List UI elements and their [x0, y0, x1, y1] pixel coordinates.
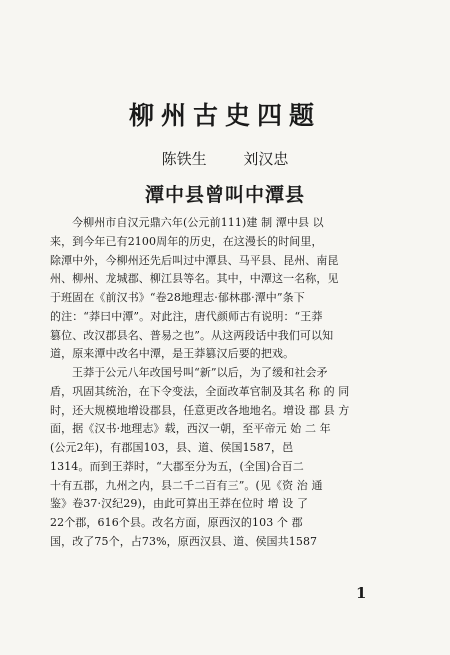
text-line: 道，原来潭中改名中潭，是王莽篡汉后要的把戏。	[50, 347, 295, 361]
text-line: 22个郡，616个县。改名方面，原西汉的103 个 郡	[50, 516, 303, 529]
text-line: 今柳州市自汉元鼎六年(公元前111)建 制 潭中县 以	[72, 216, 324, 229]
text-line: 除潭中外，今柳州还先后叫过中潭县、马平县、昆州、南昆	[50, 253, 339, 267]
author-name: 陈铁生	[161, 150, 207, 168]
text-line: 于班固在《前汉书》“卷28地理志·郁林郡·潭中”条下	[50, 291, 305, 304]
text-line: 面，据《汉书·地理志》载，西汉一朝，至平帝元 始 二 年	[50, 422, 331, 436]
section-title: 潭中县曾叫中潭县	[144, 184, 305, 206]
text-line: 州、柳州、龙城郡、柳江县等名。其中，中潭这一名称，见	[50, 272, 339, 286]
text-line: 篡位、改汉郡县名、普易之也”。从这两段话中我们可以知	[50, 328, 334, 342]
text-line: 鉴》卷37·汉纪29)，由此可算出王莽在位时 增 设 了	[50, 497, 309, 511]
text-line: 王莽于公元八年改国号叫“新”以后，为了缓和社会矛	[72, 366, 328, 379]
body-text	[50, 214, 406, 552]
text-line: 的注：“莽曰中潭”。对此注，唐代颜师古有说明：“王莽	[50, 309, 323, 323]
author-name: 刘汉忠	[243, 150, 289, 168]
text-line: 十有五郡，九州之内，县二千二百有三”。(见《资 治 通	[50, 478, 323, 492]
text-line: 来，到今年已有2100周年的历史，在这漫长的时间里，	[50, 234, 323, 248]
page-number: 1	[356, 584, 367, 602]
page-title: 柳州古史四题	[128, 101, 321, 130]
text-line: 时，还大规模地增设郡县，任意更改各地地名。增设 郡 县 方	[50, 403, 350, 417]
authors-line	[0, 148, 450, 169]
text-line: 国，改了75个，占73%，原西汉县、道、侯国共1587	[50, 534, 318, 548]
text-line: (公元2年)，有郡国103，县、道、侯国1587，邑	[50, 441, 294, 454]
text-line: 1314。而到王莽时，“大郡至分为五，(全国)合百二	[50, 459, 304, 473]
text-line: 盾，巩固其统治，在下令变法，全面改革官制及其名 称 的 同	[50, 384, 350, 398]
